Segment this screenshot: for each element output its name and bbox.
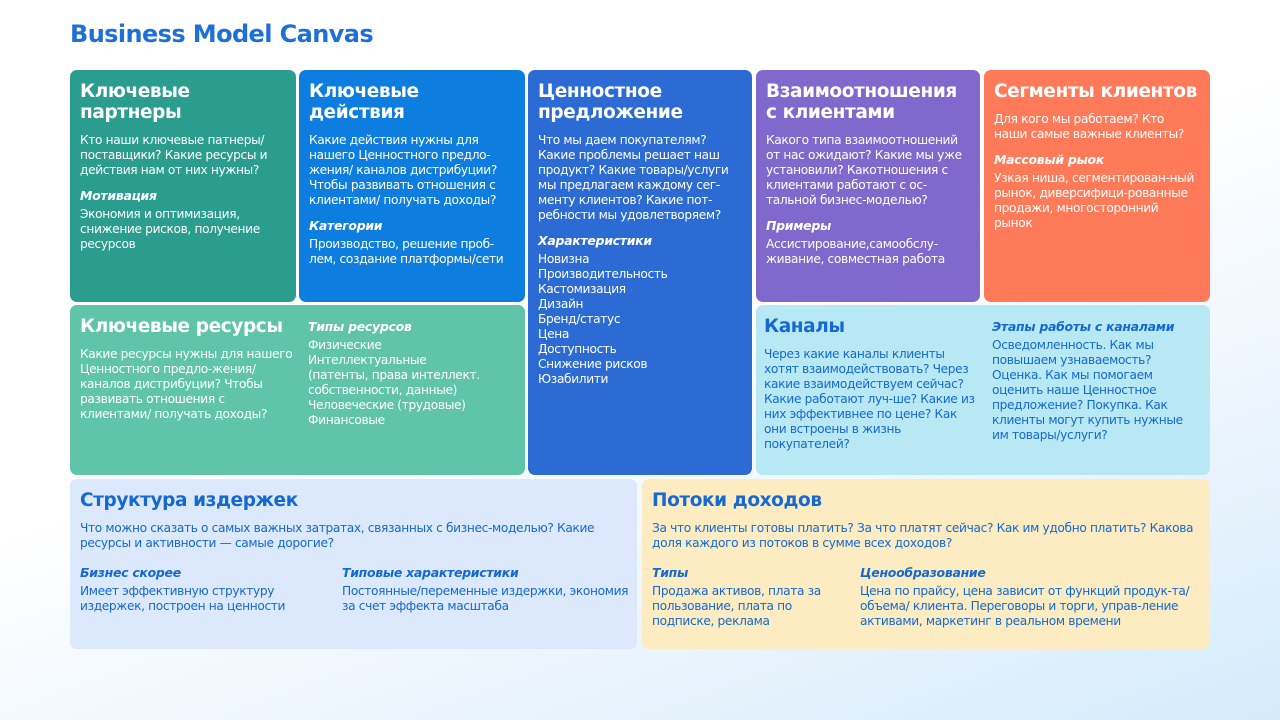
customer-relationships-subtext: Ассистирование,самообслу-живание, совместная работа bbox=[766, 237, 945, 266]
list-item: собственности, данные) bbox=[308, 383, 458, 397]
customer-relationships-subtitle: Примеры bbox=[766, 218, 832, 233]
revenue-types-subtitle: Типы bbox=[652, 565, 689, 580]
list-item: Интеллектуальные bbox=[308, 353, 427, 367]
cost-structure-question: Что можно сказать о самых важных затратах, связанных с бизнес-моделью? Какие ресурсы и активности — самые дорогие? bbox=[80, 521, 595, 550]
key-activities-title: Ключевые действия bbox=[309, 81, 419, 123]
key-partners-question: Кто наши ключевые патнеры/ поставщики? Какие ресурсы и действия нам от них нужны? bbox=[80, 133, 268, 177]
key-activities-block bbox=[299, 70, 525, 302]
pricing-text: Цена по прайсу, цена зависит от функций продук-та/ объема/ клиента. Переговоры и торги, управ-ление активами, маркетинг в реальном времени bbox=[860, 584, 1190, 628]
channels-question: Через какие каналы клиенты хотят взаимодействовать? Через какие взаимодействуем сейчас? Какие работают луч-ше? Какие из них эффективнее по цене? Как они встроены в жизнь покупателей? bbox=[764, 347, 975, 451]
pricing-subtitle: Ценообразование bbox=[860, 565, 986, 580]
key-resources-title: Ключевые ресурсы bbox=[80, 316, 283, 337]
list-item: Физические bbox=[308, 338, 382, 352]
customer-segments-subtext: Узкая ниша, сегментирован-ный рынок, диверсифици-рованные продажи, многосторонний рынок bbox=[994, 171, 1195, 230]
revenue-streams-question: За что клиенты готовы платить? За что платят сейчас? Как им удобно платить? Какова доля каждого из потоков в сумме всех доходов? bbox=[652, 521, 1194, 550]
customer-segments-question: Для кого мы работаем? Кто наши самые важные клиенты? bbox=[994, 112, 1184, 141]
key-resources-subtitle: Типы ресурсов bbox=[308, 319, 412, 334]
customer-relationships-question: Какого типа взаимоотношений от нас ожидают? Какие мы уже установили? Какотношения с клиентами работают с ос-тальной бизнес-моделью? bbox=[766, 133, 962, 207]
list-item: Новизна bbox=[538, 252, 590, 266]
list-item: Человеческие (трудовые) bbox=[308, 398, 466, 412]
list-item: Финансовые bbox=[308, 413, 385, 427]
revenue-streams-title: Потоки доходов bbox=[652, 490, 822, 511]
value-proposition-list bbox=[538, 252, 742, 387]
revenue-types-text: Продажа активов, плата за пользование, плата по подписке, реклама bbox=[652, 584, 821, 628]
value-proposition-subtitle: Характеристики bbox=[538, 233, 652, 248]
cost-business-text: Имеет эффективную структуру издержек, построен на ценности bbox=[80, 584, 286, 613]
cost-structure-block bbox=[70, 479, 637, 649]
list-item: Бренд/статус bbox=[538, 312, 621, 326]
value-proposition-block bbox=[528, 70, 752, 475]
key-partners-subtitle: Мотивация bbox=[80, 188, 157, 203]
list-item: Доступность bbox=[538, 342, 617, 356]
channels-subtext: Осведомленность. Как мы повышаем узнаваемость? Оценка. Как мы помогаем оценить наше Ценностное предложение? Покупка. Как клиенты могут купить нужные им товары/услуги? bbox=[992, 338, 1183, 442]
key-partners-block bbox=[70, 70, 296, 302]
list-item: Цена bbox=[538, 327, 569, 341]
customer-segments-subtitle: Массовый рыок bbox=[994, 152, 1105, 167]
page-title: Business Model Canvas bbox=[70, 20, 374, 48]
list-item: (патенты, права интеллект. bbox=[308, 368, 480, 382]
resource-types-list bbox=[308, 338, 518, 428]
value-proposition-question: Что мы даем покупателям? Какие проблемы решает наш продукт? Какие товары/услуги мы предлагаем каждому сег-менту клиентов? Какие пот-ребности мы удовлетворяем? bbox=[538, 133, 729, 222]
key-partners-title: Ключевые партнеры bbox=[80, 81, 190, 123]
customer-relationships-block bbox=[756, 70, 980, 302]
key-resources-question: Какие ресурсы нужны для нашего Ценностного предло-жения/ каналов дистрибуции? Чтобы развивать отношения с клиентами/ получать доходы? bbox=[80, 347, 293, 421]
cost-characteristics-text: Постоянные/переменные издержки, экономия за счет эффекта масштаба bbox=[342, 584, 629, 613]
channels-title: Каналы bbox=[764, 316, 845, 337]
list-item: Снижение рисков bbox=[538, 357, 648, 371]
key-partners-subtext: Экономия и оптимизация, снижение рисков, получение ресурсов bbox=[80, 207, 260, 251]
cost-business-subtitle: Бизнес скорее bbox=[80, 565, 181, 580]
key-activities-question: Какие действия нужны для нашего Ценностного предло-жения/ каналов дистрибуции? Чтобы развивать отношения с клиентами/ получать доходы? bbox=[309, 133, 497, 207]
customer-segments-block bbox=[984, 70, 1210, 302]
revenue-streams-block bbox=[642, 479, 1210, 649]
key-resources-block bbox=[70, 305, 525, 475]
key-activities-subtitle: Категории bbox=[309, 218, 383, 233]
list-item: Производительность bbox=[538, 267, 668, 281]
channels-subtitle: Этапы работы с каналами bbox=[992, 319, 1175, 334]
key-activities-subtext: Производство, решение проб-лем, создание платформы/сети bbox=[309, 237, 504, 266]
cost-characteristics-subtitle: Типовые характеристики bbox=[342, 565, 519, 580]
customer-relationships-title: Взаимоотношения с клиентами bbox=[766, 81, 957, 123]
cost-structure-title: Структура издержек bbox=[80, 490, 298, 511]
value-proposition-title: Ценностное предложение bbox=[538, 81, 683, 123]
list-item: Дизайн bbox=[538, 297, 584, 311]
list-item: Юзабилити bbox=[538, 372, 609, 386]
channels-block bbox=[756, 305, 1210, 475]
list-item: Кастомизация bbox=[538, 282, 626, 296]
customer-segments-title: Сегменты клиентов bbox=[994, 81, 1197, 102]
